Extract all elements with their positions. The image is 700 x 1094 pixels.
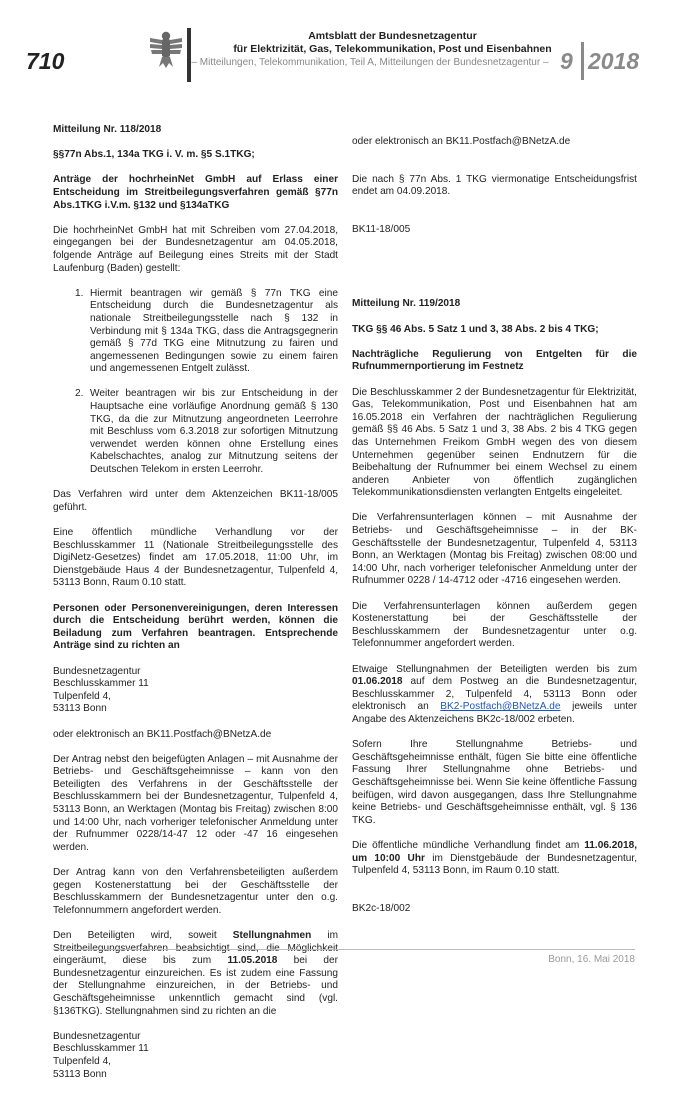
notice-119-legal-basis: TKG §§ 46 Abs. 5 Satz 1 und 3, 38 Abs. 2 bis 4 TKG;	[352, 323, 599, 335]
text-run-bold: 11.05.2018	[227, 955, 278, 967]
paragraph	[53, 930, 338, 1018]
notice-118-legal-basis: §§77n Abs.1, 134a TKG i. V. m. §5 S.1TKG;	[53, 149, 255, 161]
text-run: Die öffentliche mündliche Verhandlung findet am	[352, 839, 585, 851]
paragraph	[352, 664, 637, 727]
text-run-bold: 11.06.2018, um 10:00 Uhr	[352, 839, 637, 864]
notice-118-title: Mitteilung Nr. 118/2018	[53, 124, 162, 135]
journal-title	[195, 30, 590, 55]
journal-title-line1: Amtsblatt der Bundesnetzagentur	[308, 30, 477, 42]
paragraph: Eine öffentlich mündliche Verhandlung vor der Beschlusskammer 11 (Nationale Streitbeilegungsstelle des DigiNetz-Gesetzes) findet am 17.05.2018, 11:00 Uhr, im Dienstgebäude Haus 4 der Bundesnetzagentur, Tulpenfeld 4, 53113 Bonn, Raum 0.10 statt.	[53, 527, 338, 589]
footer-divider	[53, 949, 635, 950]
address-block	[53, 666, 338, 716]
journal-title-line2: für Elektrizität, Gas, Telekommunikation, Post und Eisenbahnen	[233, 42, 552, 55]
address-line: Beschlusskammer 11	[53, 1043, 149, 1055]
paragraph: oder elektronisch an BK11.Postfach@BNetzA.de	[53, 728, 272, 740]
paragraph-bold: Personen oder Personenvereinigungen, deren Interessen durch die Entscheidung berührt werden, können die Beiladung zum Verfahren beantragen. Entsprechende Anträge sind zu richten an	[53, 602, 338, 652]
address-line: Tulpenfeld 4,	[53, 1055, 111, 1067]
issue-number: 9	[560, 48, 573, 74]
case-reference: BK2c-18/002	[352, 902, 411, 914]
request-item-2	[53, 388, 338, 476]
paragraph: Die Verfahrensunterlagen können – mit Ausnahme der Betriebs- und Geschäftsgeheimnisse – in der BK-Geschäftsstelle der Bundesnetzagentur, Tulpenfeld 4, 53113 Bonn, an Werktagen (Montag bis Freitag) zwischen 08:00 und 14:00 Uhr, nach vorheriger telefonischer Anmeldung unter der Rufnummer 0228 / 14-4712 oder -4716 eingesehen werden.	[352, 512, 637, 587]
text-run: im eingeräumt, diese bis zum	[53, 930, 338, 967]
text-run: jeweils unter Angabe des Aktenzeichens BK2c-18/002 erbeten.	[352, 701, 637, 725]
address-line: 53113 Bonn	[53, 1068, 107, 1080]
federal-eagle-icon	[149, 30, 183, 70]
paragraph: Die nach § 77n Abs. 1 TKG viermonatige Entscheidungsfrist endet am 04.09.2018.	[352, 173, 637, 198]
footer-date: Bonn, 16. Mai 2018	[548, 954, 635, 965]
paragraph: Sofern Ihre Stellungnahme Betriebs- und Geschäftsgeheimnisse enthält, fügen Sie bitte eine öffentliche Fassung Ihrer Stellungnahme ohne Betriebs- und Geschäftsgeheimnisse bei. Wenn Sie keine öffentliche Fassung beifügen, wird davon ausgegangen, dass Ihre Stellungnahme keine Betriebs- und Geschäftsgeheimnisse enthält, vgl. § 136 TKG.	[352, 739, 637, 826]
item-text: Hiermit beantragen wir gemäß § 77n TKG eine Entscheidung durch die Bundesnetzagentur als nationale Streitbeilegungsstelle nach § 132 in Verbindung mit § 134a TKG, dass die Antragsgegnerin gemäß § 77d TKG eine Mitnutzung zu fairen und angemessenen Bedingungen sowie zu einem fairen und angemessenen Entgelt zulässt.	[90, 287, 338, 375]
notice-119-heading: Nachträgliche Regulierung von Entgelten für die Rufnummernportierung im Festnetz	[352, 348, 637, 373]
paragraph: Die Verfahrensunterlagen können außerdem gegen Kostenerstattung bei der Geschäftsstelle der Beschlusskammern der Bundesnetzagentur unter o.g. Telefonnummer angefordert werden.	[352, 600, 637, 650]
notice-118-heading: Anträge der hochrheinNet GmbH auf Erlass einer Entscheidung im Streitbeilegungsverfahren gemäß §77n Abs.1TKG i.V.m. §132 und §134aTKG	[53, 174, 338, 211]
text-run: auf dem Postweg an die Bundesnetzagentur, Beschlusskammer 2, Tulpenfeld 4, 53113 Bonn oder elektronisch an	[352, 676, 637, 713]
text-run: Den Beteiligten wird, soweit	[53, 930, 233, 941]
paragraph: oder elektronisch an BK11.Postfach@BNetzA.de	[352, 136, 571, 147]
request-item-1	[53, 288, 338, 376]
text-run: Etwaige Stellungnahmen der Beteiligten werden bis zum	[352, 663, 637, 675]
paragraph: Das Verfahren wird unter dem Aktenzeichen BK11-18/005 geführt.	[53, 489, 338, 513]
right-column	[352, 136, 637, 928]
address-block	[53, 1031, 338, 1081]
issue-year: 2018	[588, 48, 640, 74]
case-reference: BK11-18/005	[352, 223, 411, 235]
paragraph: Der Antrag kann von den Verfahrensbeteiligten außerdem gegen Kostenerstattung bei der Geschäftsstelle der Beschlusskammern der Bundesnetzagentur unter den o.g. Telefonnummern angefordert werden.	[53, 867, 338, 916]
paragraph: Die Beschlusskammer 2 der Bundesnetzagentur für Elektrizität, Gas, Telekommunikation, Post und Eisenbahnen hat am 16.05.2018 ein Verfahren der nachträglichen Regulierung gemäß §§ 46 Abs. 5 Satz 1 und 3, 38 Abs. 2 bis 4 TKG gegen das Unternehmen Freikom GmbH wegen des von diesem Unternehmen gegenüber seinen Endnutzern für die Beibehaltung der Rufnummer bei einem Wechsel zu einem anderen Anbieter von öffentlich zugänglichen Telekommunikationsdiensten verlangten Entgelts eingeleitet.	[352, 386, 637, 499]
address-line: Tulpenfeld 4,	[53, 690, 111, 702]
item-number: 1.	[75, 287, 84, 299]
paragraph: Der Antrag nebst den beigefügten Anlagen – mit Ausnahme der Betriebs- und Geschäftsgeheimnisse – kann von den Beteiligten des Verfahrens in der Geschäftsstelle der Beschlusskammern bei der Bundesnetzagentur, Tulpenfeld 4, 53113 Bonn, an Werktagen (Montag bis Freitag) zwischen 8:00 und 14:00 Uhr, nach vorheriger telefonischer Anmeldung unter der Rufnummer 0228/14-47 12 oder -47 16 eingesehen werden.	[53, 753, 338, 853]
header-divider	[187, 28, 191, 82]
paragraph: Die hochrheinNet GmbH hat mit Schreiben vom 27.04.2018, eingegangen bei der Bundesnetzagentur am 04.05.2018, folgende Anträge auf Beilegung eines Streits mit der Stadt Laufenburg (Baden) gestellt:	[53, 224, 338, 274]
item-text: Weiter beantragen wir bis zur Entscheidung in der Hauptsache eine vorläufige Anordnung gemäß § 130 TKG, da die zur Mitnutzung angeordneten Leerrohre mit Beschluss vom 6.3.2018 zur sofortigen Mitnutzung verwendet werden können ohne Erstellung eines Kabelschachtes, analog zur Mitnutzung seitens der Deutschen Telekom in ersten Leerrohr.	[90, 388, 338, 476]
text-run: bei der Bundesnetzagentur einzureichen. Es ist zudem eine Fassung der Stellungnahme einzureichen, in der Betriebs- und Geschäftsgeheimnisse unkenntlich gemacht sind (vgl. §136TKG). Stellungnahmen sind zu richten an die	[53, 955, 339, 1017]
email-link[interactable]: BK2-Postfach@BNetzA.de	[440, 701, 561, 713]
address-line: 53113 Bonn	[53, 703, 107, 715]
notice-119-title: Mitteilung Nr. 119/2018	[352, 298, 461, 310]
issue-divider	[581, 42, 584, 80]
text-run-bold: Stellungnahmen	[232, 930, 312, 941]
page-number: 710	[26, 48, 65, 74]
journal-subtitle: – Mitteilungen, Telekommunikation, Teil A, Mitteilungen der Bundesnetzagentur –	[191, 57, 549, 68]
text-run: im Dienstgebäude der Bundesnetzagentur, Tulpenfeld 4, 53113 Bonn, im Raum 0.10 statt.	[352, 852, 637, 877]
item-number: 2.	[75, 388, 84, 400]
address-line: Bundesnetzagentur	[53, 665, 141, 677]
address-line: Bundesnetzagentur	[53, 1030, 141, 1042]
text-run-bold: 01.06.2018	[352, 676, 403, 688]
paragraph	[352, 840, 637, 878]
address-line: Beschlusskammer 11	[53, 678, 149, 690]
